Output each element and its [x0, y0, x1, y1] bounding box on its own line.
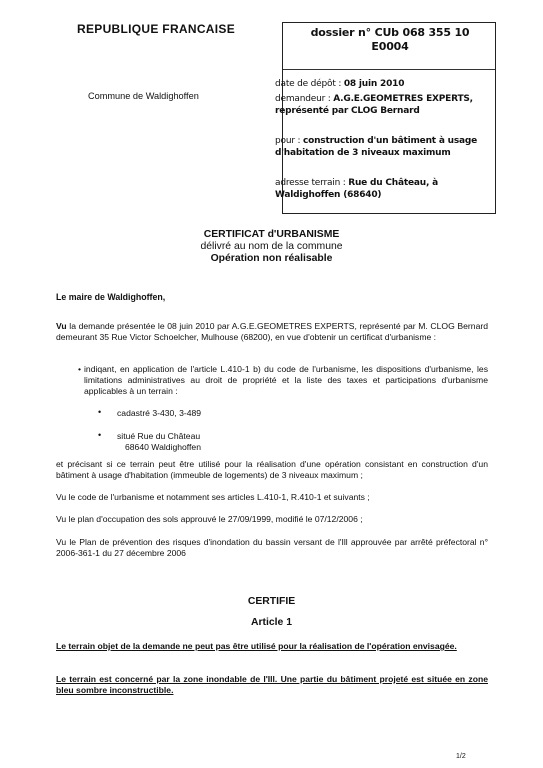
- box-divider: [283, 69, 495, 70]
- pour-value: construction d'un bâtiment à usage d'habitation de 3 niveaux maximum: [275, 136, 478, 158]
- vu-word: Vu: [56, 321, 67, 331]
- list-item: [98, 430, 201, 453]
- republique-header: REPUBLIQUE FRANCAISE: [77, 22, 236, 36]
- cadastre-text: cadastré 3-430, 3-489: [117, 408, 202, 418]
- decision-paragraph-1: Le terrain objet de la demande ne peut pas être utilisé pour la réalisation de l'opération envisagée.: [56, 641, 457, 651]
- title-line-3: Opération non réalisable: [210, 253, 333, 264]
- pour-label: pour :: [275, 136, 303, 146]
- indiquant-text: indiqant, en application de l'article L.410-1 b) du code de l'urbanisme, les dispositions d'urbanisme, les limitations administratives au droit de propriété et la liste des taxes et participations d'urbanisme applicables à un terrain :: [84, 364, 488, 396]
- indiquant-paragraph: [78, 364, 488, 397]
- vu-pos-paragraph: Vu le plan d'occupation des sols approuvé le 27/09/1999, modifié le 07/12/2006 ;: [56, 514, 363, 524]
- demandeur-value: A.G.E.GEOMETRES EXPERTS, représenté par CLOG Bernard: [275, 94, 473, 116]
- vu-code-paragraph: Vu le code de l'urbanisme et notamment ses articles L.410-1, R.410-1 et suivants ;: [56, 492, 370, 502]
- vu-demande-text: la demande présentée le 08 juin 2010 par A.G.E.GEOMETRES EXPERTS, représenté par M. CLOG Bernard demeurant 35 Rue Victor Schoelcher, Mulhouse (68200), en vue d'obtenir un certificat d'urbanisme :: [56, 321, 488, 342]
- decision-paragraph-2: Le terrain est concerné par la zone inondable de l'Ill. Une partie du bâtiment projeté est située en zone bleu sombre inconstructible.: [56, 674, 488, 695]
- maire-heading: Le maire de Waldighoffen,: [56, 292, 166, 302]
- box-demandeur: [275, 94, 487, 117]
- commune-name: Commune de Waldighoffen: [88, 91, 199, 101]
- dossier-number: [290, 26, 490, 54]
- list-item: [98, 407, 202, 419]
- dossier-line-1: dossier n° CUb 068 355 10: [310, 26, 470, 39]
- article-heading: Article 1: [250, 617, 292, 628]
- adresse-label: adresse terrain :: [275, 178, 349, 188]
- dossier-line-2: E0004: [371, 40, 409, 53]
- box-depot: [275, 79, 487, 91]
- situe-line-1: situé Rue du Château: [117, 431, 201, 441]
- vu-ppri-paragraph: Vu le Plan de prévention des risques d'inondation du bassin versant de l'Ill approuvée par arrêté préfectoral n° 2006-361-1 du 27 décembre 2006: [56, 537, 488, 558]
- adresse-value: Rue du Château, à Waldighoffen (68640): [275, 178, 438, 200]
- certifie-heading: CERTIFIE: [247, 596, 296, 607]
- depot-label: date de dépôt :: [275, 79, 344, 89]
- certificate-title: [0, 229, 543, 265]
- bullet-dot: •: [78, 364, 82, 374]
- demandeur-label: demandeur :: [275, 94, 334, 104]
- depot-value: 08 juin 2010: [343, 79, 405, 89]
- page-number: 1/2: [456, 753, 466, 760]
- box-adresse: [275, 178, 487, 201]
- title-line-1: CERTIFICAT d'URBANISME: [203, 229, 340, 240]
- situe-line-2: 68640 Waldighoffen: [125, 442, 201, 452]
- bullet-dot: •: [98, 407, 102, 417]
- vu-demande-paragraph: [56, 321, 488, 343]
- bullet-dot: •: [98, 430, 102, 440]
- box-pour: [275, 136, 487, 159]
- title-line-2: délivré au nom de la commune: [200, 241, 343, 252]
- precisant-paragraph: et précisant si ce terrain peut être utilisé pour la réalisation d'une opération consistant en construction d'un bâtiment à usage d'habitation (immeuble de logements) de 3 niveaux maximum ;: [56, 459, 488, 480]
